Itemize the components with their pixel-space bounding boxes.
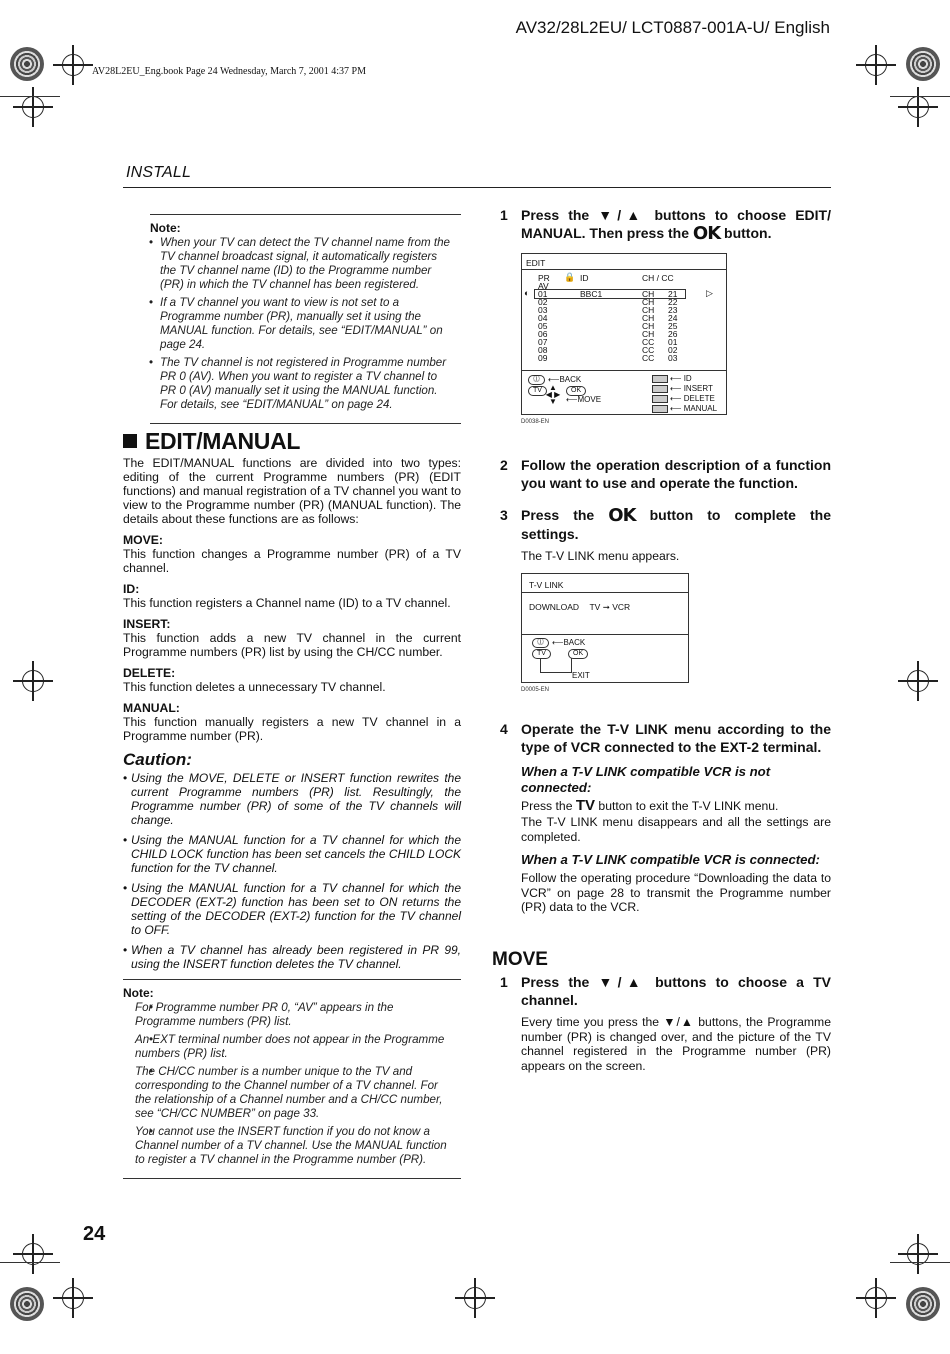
tv-button-icon: TV — [532, 649, 551, 659]
color-key-icon — [652, 385, 668, 393]
figure-caption: D0038-EN — [521, 419, 550, 425]
row-num: 25 — [668, 321, 678, 331]
tv-label: TV — [589, 602, 601, 612]
case-paragraph: The T-V LINK menu disappears and all the settings are completed. — [521, 815, 831, 844]
col-id: ID — [580, 273, 589, 283]
channel-list — [522, 282, 726, 362]
row-num: 01 — [668, 337, 678, 347]
legend-manual: ⟵ MANUAL — [652, 404, 717, 414]
term-desc: This function manually registers a new TV channel in a Programme number (PR). — [123, 715, 461, 743]
registration-target-icon — [10, 1287, 44, 1321]
crosshair-icon — [907, 670, 929, 692]
step-number: 1 — [500, 207, 508, 223]
download-row[interactable] — [529, 603, 630, 612]
row-num: 26 — [668, 329, 678, 339]
row-type: CH — [642, 321, 655, 331]
ok-button-icon: OK — [566, 386, 586, 396]
step-text: Operate the T-V LINK menu according to the type of VCR connected to the EXT-2 terminal. — [521, 720, 831, 755]
note-title: Note: — [123, 986, 154, 1000]
term-desc: This function adds a new TV channel in the current Programme numbers (PR) list by using the CH/CC number. — [123, 631, 461, 659]
tvlink-title-rule — [522, 592, 688, 593]
document-id: AV32/28L2EU/ LCT0887-001A-U/ English — [515, 18, 830, 37]
color-key-icon — [652, 375, 668, 383]
move-hint: ⟵MOVE — [566, 395, 602, 404]
note-list — [123, 1001, 461, 1167]
color-key-icon — [652, 405, 668, 413]
intro-paragraph: The EDIT/MANUAL functions are divided into two types: editing of the current Programme numbers (PR) (EDIT functions) and manual registration of a TV channel you want to view to the Programme number (PR) (MANUAL function). The details about these functions are as follows: — [123, 456, 461, 526]
row-num: 23 — [668, 305, 678, 315]
row-type: CH — [642, 305, 655, 315]
step-text — [521, 206, 831, 243]
section-heading — [123, 428, 461, 454]
row-type: CC — [642, 353, 655, 363]
crosshair-icon — [865, 1287, 887, 1309]
subsection-heading: MOVE — [492, 948, 548, 970]
list-item — [522, 338, 726, 346]
row-pr: 03 — [538, 305, 548, 315]
tvlink-title: T-V LINK — [529, 580, 564, 590]
term-id — [123, 582, 461, 610]
step-text — [521, 506, 831, 543]
back-label: BACK — [563, 638, 586, 647]
term-move — [123, 533, 461, 575]
exit-connector-line — [540, 658, 572, 673]
crosshair-icon — [62, 1287, 84, 1309]
square-bullet-icon — [123, 434, 137, 448]
download-label: DOWNLOAD — [529, 602, 580, 612]
note-title: Note: — [150, 221, 181, 235]
back-hint: ⟵BACK — [548, 375, 582, 384]
row-pr: 01 — [538, 289, 548, 299]
row-id: BBC1 — [580, 289, 603, 299]
note-item: • The CH/CC number is a number unique to the TV and corresponding to the Channel number of a TV channel. For the relationship of a Channel number and a CH/CC number, see “CH/CC NUMBER” on page 33. — [123, 1065, 453, 1121]
crosshair-icon — [464, 1287, 486, 1309]
move-label: MOVE — [577, 395, 602, 404]
lock-icon: 🔒 — [564, 272, 576, 282]
exit-label: EXIT — [572, 671, 590, 680]
note-box-2 — [123, 979, 461, 1179]
move-step-1 — [500, 973, 831, 1009]
step-description: The T-V LINK menu appears. — [521, 548, 680, 563]
row-num: 02 — [668, 345, 678, 355]
term-title: MANUAL: — [123, 701, 180, 715]
section-label: INSTALL — [126, 164, 192, 181]
legend-label: ID — [683, 374, 692, 383]
term-desc: This function changes a Programme number (PR) of a TV channel. — [123, 547, 461, 575]
tv-button-glyph: TV — [575, 796, 596, 814]
term-title: ID: — [123, 582, 140, 596]
crosshair-icon — [907, 96, 929, 118]
row-type: CC — [642, 337, 655, 347]
function-legend — [652, 374, 717, 414]
step-3 — [500, 506, 831, 543]
case-paragraph: Follow the operating procedure “Downloading the data to VCR” on page 28 to transmit the Programme number (PR) data to the VCR. — [521, 871, 831, 914]
row-num: 03 — [668, 353, 678, 363]
caution-item: • Using the MOVE, DELETE or INSERT function rewrites the current Programme numbers (PR) list. Resultingly, the Programme number (PR) of some of the TV channels will change. — [123, 771, 461, 827]
row-pr: 02 — [538, 297, 548, 307]
dpad-icon: ▲ ◀ ▶ ▼ — [545, 383, 561, 406]
ok-button-icon: OK — [568, 649, 588, 659]
step-number: 2 — [500, 456, 508, 473]
edit-title-rule — [522, 269, 726, 270]
list-item — [522, 314, 726, 322]
step-text-part: button to complete the settings. — [521, 506, 831, 542]
row-pr: 08 — [538, 345, 548, 355]
registration-target-icon — [906, 47, 940, 81]
row-pr: AV — [538, 281, 549, 291]
term-desc: This function registers a Channel name (ID) to a TV channel. — [123, 596, 451, 610]
case-heading: When a T-V LINK compatible VCR is connected: — [521, 852, 820, 867]
step-text: Follow the operation description of a function you want to use and operate the function. — [521, 456, 831, 491]
header-rule — [123, 187, 831, 188]
row-pr: 05 — [538, 321, 548, 331]
step-number: 4 — [500, 720, 508, 737]
step-text-part: Press the — [521, 506, 609, 523]
note-list — [123, 236, 461, 412]
note-item: • When your TV can detect the TV channel name from the TV channel broadcast signal, it automatically registers the TV channel name (ID) to the Programme number (PR) in which the TV channel has been registered. — [123, 236, 453, 292]
legend-id: ⟵ ID — [652, 374, 717, 384]
term-insert — [123, 617, 461, 659]
row-num: 21 — [668, 289, 678, 299]
arrow-right-icon: ➞ — [602, 602, 610, 612]
heading-text: EDIT/MANUAL — [145, 428, 301, 454]
right-column — [492, 206, 831, 1075]
term-manual — [123, 701, 461, 743]
edit-screen — [521, 253, 727, 415]
note-item: • An EXT terminal number does not appear in the Programme numbers (PR) list. — [123, 1033, 453, 1061]
note-item: • For Programme number PR 0, “AV” appears in the Programme numbers (PR) list. — [123, 1001, 453, 1029]
legend-insert: ⟵ INSERT — [652, 384, 717, 394]
back-label: BACK — [559, 375, 582, 384]
caution-item: • Using the MANUAL function for a TV channel for which the CHILD LOCK function has been set cancels the CHILD LOCK function for the TV channel. — [123, 833, 461, 875]
caution-list — [123, 771, 461, 971]
arrow-right-icon: ▷ — [706, 288, 713, 298]
list-item — [522, 298, 726, 306]
caution-item: • Using the MANUAL function for a TV channel for which the DECODER (EXT-2) function has been set to ON returns the setting of the DECODER (EXT-2) function for the TV channel to OFF. — [123, 881, 461, 937]
row-pr: 09 — [538, 353, 548, 363]
case-heading: When a T-V LINK compatible VCR is not connected: — [521, 763, 771, 795]
tvlink-screen-figure — [521, 573, 689, 698]
color-key-icon — [652, 395, 668, 403]
list-item — [522, 330, 726, 338]
crosshair-icon — [22, 96, 44, 118]
step-4 — [500, 720, 831, 756]
legend-delete: ⟵ DELETE — [652, 394, 717, 404]
legend-label: INSERT — [683, 384, 713, 393]
row-pr: 07 — [538, 337, 548, 347]
row-type: CH — [642, 297, 655, 307]
text-part: button to exit the T-V LINK menu. — [595, 798, 779, 813]
step-number: 1 — [500, 974, 508, 990]
row-type: CH — [642, 329, 655, 339]
step-text-part: Press the ▼/▲ buttons to choose EDIT/ MANUAL. Then press the — [521, 207, 831, 241]
tvlink-footer-rule — [522, 634, 688, 635]
text-part: Press the — [521, 798, 576, 813]
registration-target-icon — [906, 1287, 940, 1321]
ok-button-glyph: OK — [692, 223, 721, 244]
crop-line — [0, 96, 60, 97]
menu-button-icon: ⓵ — [528, 375, 545, 385]
row-pr: 06 — [538, 329, 548, 339]
row-type: CH — [642, 313, 655, 323]
row-num: 22 — [668, 297, 678, 307]
selection-dial-icon: ◐ — [524, 288, 530, 298]
legend-label: MANUAL — [683, 404, 718, 413]
crosshair-icon — [22, 670, 44, 692]
note-box — [150, 214, 461, 424]
step-text: Press the ▼/▲ buttons to choose a TV channel. — [521, 974, 831, 1008]
list-item — [522, 346, 726, 354]
col-pr: PR — [538, 273, 550, 283]
left-column — [123, 214, 461, 1179]
legend-label: DELETE — [683, 394, 715, 403]
row-num: 24 — [668, 313, 678, 323]
tvlink-screen — [521, 573, 689, 683]
page-number: 24 — [83, 1223, 106, 1245]
edit-screen-title: EDIT — [526, 258, 546, 268]
step-number: 3 — [500, 506, 508, 523]
caution-item: • When a TV channel has already been registered in PR 99, using the INSERT function deletes the TV channel. — [123, 943, 461, 971]
col-chcc: CH / CC — [642, 273, 674, 283]
term-title: DELETE: — [123, 666, 176, 680]
crosshair-icon — [62, 54, 84, 76]
vcr-label: VCR — [612, 602, 631, 612]
crop-line — [890, 96, 950, 97]
term-title: MOVE: — [123, 533, 163, 547]
menu-button-icon: ⓵ — [532, 638, 549, 648]
back-hint: ⟵BACK — [552, 638, 586, 647]
note-item: • The TV channel is not registered in Programme number PR 0 (AV). When you want to register a TV channel to PR 0 (AV) manually set it using the MANUAL function. For details, see “EDIT/MANUAL” on page 24. — [123, 356, 453, 412]
edit-footer-rule — [522, 370, 726, 371]
tv-button-icon: TV — [528, 386, 547, 396]
crop-line — [890, 1262, 950, 1263]
list-item — [522, 306, 726, 314]
registration-target-icon — [10, 47, 44, 81]
figure-caption: D0005-EN — [521, 687, 550, 693]
edit-screen-figure — [521, 253, 727, 430]
row-type: CC — [642, 345, 655, 355]
list-item — [522, 322, 726, 330]
note-item: • If a TV channel you want to view is not set to a Programme number (PR), manually set it using the MANUAL function. For details, see “EDIT/MANUAL” on page 24. — [123, 296, 453, 352]
list-item — [522, 354, 726, 362]
crosshair-icon — [865, 54, 887, 76]
term-desc: This function deletes a unnecessary TV channel. — [123, 680, 386, 694]
step-1 — [500, 206, 831, 243]
note-item: • You cannot use the INSERT function if you do not know a Channel number of a TV channel. Use the MANUAL function to register a TV channel in the Programme number (PR). — [123, 1125, 453, 1167]
step-text-part: button. — [720, 225, 772, 241]
term-delete — [123, 666, 461, 694]
case-paragraph — [521, 796, 831, 814]
term-title: INSERT: — [123, 617, 171, 631]
ok-button-glyph: OK — [608, 504, 636, 526]
caution-title: Caution: — [123, 750, 192, 769]
move-description: Every time you press the ▼/▲ buttons, the Programme number (PR) is changed over, and the picture of the TV channel registered in the Programme number (PR) appears on the screen. — [521, 1015, 831, 1073]
step-2 — [500, 456, 831, 492]
row-pr: 04 — [538, 313, 548, 323]
row-type: CH — [642, 289, 655, 299]
book-info-line: AV28L2EU_Eng.book Page 24 Wednesday, March 7, 2001 4:37 PM — [92, 66, 366, 77]
crop-line — [0, 1262, 60, 1263]
list-item-selected[interactable] — [522, 290, 726, 298]
